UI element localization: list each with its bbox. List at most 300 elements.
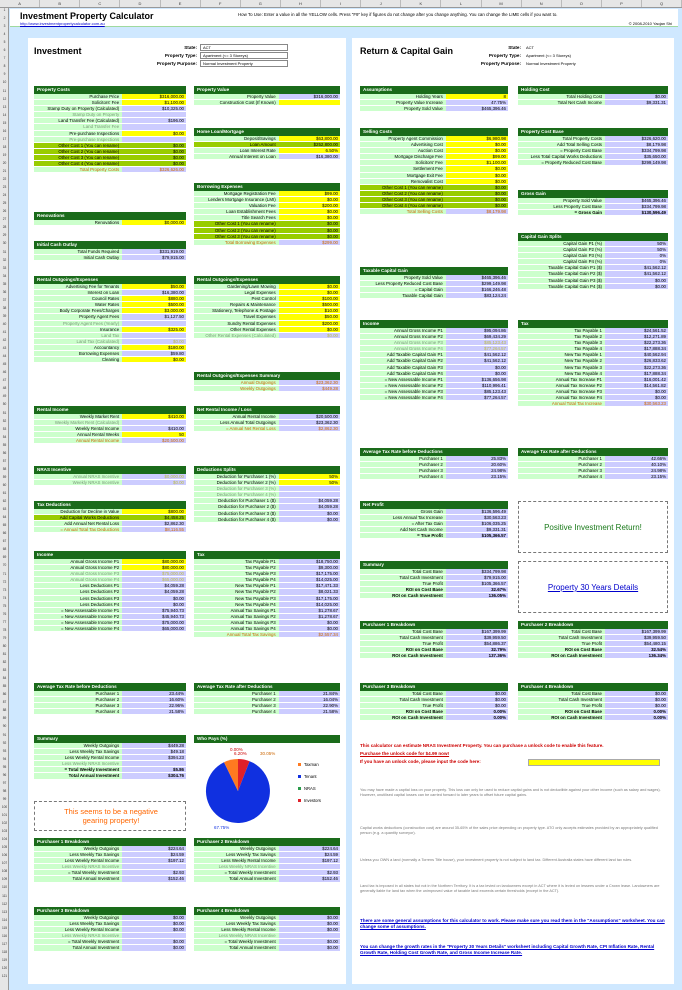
row-header[interactable]: 119 [1, 957, 8, 962]
input-cell[interactable]: $0.00 [279, 228, 340, 233]
value-cell: $18,750.00 [279, 559, 340, 564]
value-cell: $77,264.57 [446, 346, 508, 351]
row-label: Annual Gross Income P1 [34, 559, 122, 564]
column-header[interactable]: I [321, 0, 361, 7]
row-label: Other Cost 4 (You can rename) [360, 203, 446, 208]
input-cell[interactable]: $0.00 [279, 215, 340, 220]
value-cell: $26,833.62 [605, 358, 668, 363]
input-cell[interactable]: $410.00 [122, 414, 186, 419]
row-header[interactable]: 74 [2, 595, 7, 600]
row-header[interactable]: 38 [2, 305, 7, 310]
row-label: Total Cash Investment [360, 575, 446, 580]
row-header[interactable]: 31 [2, 249, 7, 254]
input-cell[interactable]: $500.00 [279, 302, 340, 307]
row-header[interactable]: 67 [2, 539, 7, 544]
input-cell[interactable] [279, 100, 340, 105]
row-header[interactable]: 96 [2, 772, 7, 777]
row-label: = New Assessable Income P4 [34, 626, 122, 631]
value-cell: $0.00 [446, 703, 508, 708]
input-cell[interactable]: $0.00 [122, 131, 186, 136]
row-header[interactable]: 111 [2, 893, 7, 898]
input-cell[interactable]: $0.00 [279, 197, 340, 202]
row-header[interactable]: 105 [1, 845, 8, 850]
row-header[interactable]: 60 [2, 482, 7, 487]
input-cell[interactable]: $1,100.00 [122, 100, 186, 105]
row-header[interactable]: 76 [2, 611, 7, 616]
row-label: = After Tax Gain [360, 521, 446, 526]
row-label: ROI on Cash Investment [360, 593, 446, 598]
row-header[interactable]: 37 [2, 297, 7, 302]
row-header[interactable]: 113 [1, 909, 8, 914]
pie-label-top2: 6.20% [234, 751, 247, 756]
row-label: Other Cost 2 (You can rename) [34, 149, 122, 154]
row-label: Construction Cost (If Known) [194, 100, 279, 105]
row-header[interactable]: 66 [2, 531, 7, 536]
input-cell[interactable]: $0.00 [446, 185, 508, 190]
row-header[interactable]: 34 [2, 273, 7, 278]
row-label: Total Cost Base [518, 691, 605, 696]
column-header[interactable]: L [441, 0, 481, 7]
row-header[interactable]: 99 [2, 796, 7, 801]
column-headers [0, 0, 682, 8]
row-header[interactable]: 29 [2, 233, 7, 238]
row-header[interactable]: 104 [1, 837, 8, 842]
row-label: Less Weekly Tax Savings [34, 749, 122, 754]
row-header[interactable]: 48 [2, 386, 7, 391]
p3-r-section [360, 683, 508, 721]
property-type-select[interactable]: Apartment (<= 3 Storeys) [200, 52, 288, 59]
value-cell: $0.00 [605, 278, 668, 283]
row-header[interactable]: 27 [2, 217, 7, 222]
input-cell[interactable]: 50 [122, 432, 186, 437]
row-header[interactable]: 2 [3, 16, 6, 21]
row-header[interactable]: 91 [2, 732, 7, 737]
row-header[interactable]: 1 [3, 8, 6, 12]
row-header[interactable]: 70 [2, 563, 7, 568]
nras-purchase-link[interactable]: Purchase the unlock code for $4.99 now! [360, 751, 450, 756]
row-header[interactable]: 52 [2, 418, 7, 423]
value-cell: $0.00 [446, 365, 508, 370]
row-header[interactable]: 30 [2, 241, 7, 246]
tax-left-title: Tax [194, 551, 340, 559]
input-cell[interactable]: $325.00 [122, 327, 186, 332]
input-cell[interactable]: $0.00 [279, 234, 340, 239]
column-header[interactable]: F [201, 0, 241, 7]
input-cell[interactable]: $1,100.00 [446, 160, 508, 165]
column-header[interactable]: E [161, 0, 201, 7]
row-header[interactable]: 13 [2, 104, 7, 109]
row-header[interactable]: 43 [2, 346, 7, 351]
input-cell[interactable]: $0.00 [122, 149, 186, 154]
row-header[interactable]: 97 [2, 780, 7, 785]
row-header[interactable]: 90 [2, 724, 7, 729]
row-header[interactable]: 87 [2, 700, 7, 705]
row-label: Taxable Capital Gain P1 ($) [518, 265, 605, 270]
row-header[interactable]: 102 [1, 821, 8, 826]
value-cell: $65,000.00 [122, 577, 186, 582]
data-row [360, 474, 508, 480]
input-cell[interactable]: $316,000.00 [122, 94, 186, 99]
value-cell: $106,035.25 [446, 521, 508, 526]
row-header[interactable]: 12 [2, 96, 7, 101]
input-cell[interactable]: $0.00 [279, 221, 340, 226]
row-header[interactable]: 51 [2, 410, 7, 415]
input-cell[interactable]: $63,800.00 [279, 136, 340, 141]
row-header[interactable]: 10 [2, 80, 7, 85]
row-header[interactable]: 103 [1, 829, 8, 834]
column-header[interactable]: H [281, 0, 321, 7]
row-header[interactable]: 100 [1, 804, 8, 809]
row-header[interactable]: 45 [2, 362, 7, 367]
row-header[interactable]: 86 [2, 692, 7, 697]
row-header[interactable]: 64 [2, 515, 7, 520]
row-header[interactable]: 65 [2, 523, 7, 528]
row-header[interactable]: 5 [3, 40, 6, 45]
row-header[interactable]: 71 [2, 571, 7, 576]
row-header[interactable]: 49 [2, 394, 7, 399]
column-header[interactable]: M [482, 0, 522, 7]
row-header[interactable]: 18 [2, 144, 7, 149]
row-header[interactable]: 50 [2, 402, 7, 407]
row-header[interactable]: 6 [3, 48, 6, 53]
value-cell: $10,325.00 [122, 106, 186, 111]
input-cell[interactable]: 8 [446, 94, 508, 99]
row-header[interactable]: 108 [1, 869, 8, 874]
row-header[interactable]: 82 [2, 660, 7, 665]
value-cell: $0.00 [605, 691, 668, 696]
row-header[interactable]: 84 [2, 676, 7, 681]
input-cell[interactable]: $200.00 [279, 321, 340, 326]
column-header[interactable]: A [0, 0, 40, 7]
input-cell[interactable]: $252,800.00 [279, 142, 340, 147]
row-header[interactable]: 83 [2, 668, 7, 673]
input-cell[interactable]: $0.00 [446, 173, 508, 178]
row-header[interactable]: 24 [2, 193, 7, 198]
row-header[interactable]: 95 [2, 764, 7, 769]
row-header[interactable]: 69 [2, 555, 7, 560]
row-header[interactable]: 63 [2, 507, 7, 512]
input-cell[interactable]: $0.00 [279, 284, 340, 289]
row-header[interactable]: 44 [2, 354, 7, 359]
unlock-code-input[interactable] [528, 759, 660, 766]
value-cell: $8,021.33 [279, 589, 340, 594]
row-header[interactable]: 26 [2, 209, 7, 214]
row-header[interactable]: 98 [2, 788, 7, 793]
column-header[interactable]: J [361, 0, 401, 7]
value-cell: 16.60% [122, 697, 186, 702]
row-header[interactable]: 93 [2, 748, 7, 753]
website-link[interactable]: http://www.investmentpropertycalculator.com.au [20, 21, 105, 26]
row-header[interactable]: 20 [2, 160, 7, 165]
row-header[interactable]: 59 [2, 474, 7, 479]
column-header[interactable]: C [80, 0, 120, 7]
avg-tax-before-left-section [34, 683, 186, 715]
row-header[interactable]: 120 [1, 965, 8, 970]
row-header[interactable]: 25 [2, 201, 7, 206]
row-label: Weekly Outgoings [194, 915, 279, 920]
row-header[interactable]: 121 [1, 974, 8, 978]
row-label: Other Cost 2 (You can rename) [360, 191, 446, 196]
input-cell[interactable]: $0,000.00 [122, 220, 186, 225]
row-header[interactable]: 7 [3, 56, 6, 61]
data-row [34, 255, 186, 261]
input-cell[interactable]: $0.00 [279, 290, 340, 295]
row-header[interactable]: 39 [2, 313, 7, 318]
row-header[interactable]: 23 [2, 185, 7, 190]
row-header[interactable]: 116 [1, 933, 8, 938]
row-label: Total Net Cash Income [518, 100, 605, 105]
input-cell[interactable]: 6.50% [279, 148, 340, 153]
return-purpose-value: Normal Investment Property [526, 61, 576, 66]
row-header[interactable]: 81 [2, 652, 7, 656]
value-cell: $1,278.67 [279, 608, 340, 613]
avg-tax-after-left-title: Average Tax Rate after Deductions [194, 683, 340, 691]
input-cell[interactable]: $80,000.00 [122, 565, 186, 570]
row-label: Capital Gain P2 (%) [518, 247, 605, 252]
value-cell: $79,915.00 [446, 575, 508, 580]
property-purpose-select[interactable]: Normal Investment Property [200, 60, 288, 67]
row-label: Purchaser 1 [518, 456, 605, 461]
legend-swatch-tenant [298, 775, 301, 778]
input-cell[interactable]: $0.00 [446, 166, 508, 171]
row-label: Sundry Rental Expenses [194, 321, 279, 326]
row-header[interactable]: 47 [2, 378, 7, 383]
row-label: Cleaning [34, 357, 122, 362]
row-header[interactable]: 55 [2, 442, 7, 447]
input-cell[interactable]: $800.00 [122, 509, 186, 514]
column-header[interactable]: D [120, 0, 160, 7]
row-header[interactable]: 15 [2, 120, 7, 125]
value-cell: $17,888.34 [605, 371, 668, 376]
row-header[interactable]: 79 [2, 635, 7, 640]
value-cell: $152.46 [122, 876, 186, 881]
row-header[interactable]: 57 [2, 458, 7, 463]
row-header[interactable]: 118 [1, 949, 8, 954]
row-header[interactable]: 80 [2, 643, 7, 648]
column-header[interactable]: O [562, 0, 602, 7]
row-label: = New Assessable Income P3 [34, 620, 122, 625]
input-cell[interactable]: 50% [279, 474, 340, 479]
input-cell[interactable]: $3,000.00 [122, 308, 186, 313]
column-header[interactable]: G [241, 0, 281, 7]
data-row [518, 401, 668, 407]
input-cell[interactable]: $50.00 [279, 314, 340, 319]
row-header[interactable]: 9 [3, 72, 6, 77]
value-cell: 0.00% [446, 709, 508, 714]
row-header[interactable]: 4 [3, 32, 6, 37]
value-cell: $0.00 [279, 927, 340, 932]
row-label: Total Annual Investment [34, 876, 122, 881]
value-cell: $5.86 [122, 767, 186, 772]
input-cell[interactable]: $200.00 [279, 203, 340, 208]
data-row [34, 626, 186, 632]
value-cell: $0.00 [605, 395, 668, 400]
column-header[interactable]: P [602, 0, 642, 7]
row-label: Annual Gross Income P3 [360, 340, 446, 345]
row-header[interactable]: 16 [2, 128, 7, 133]
row-header[interactable]: 68 [2, 547, 7, 552]
column-header[interactable]: K [401, 0, 441, 7]
input-cell[interactable]: $4,458.25 [122, 515, 186, 520]
row-header[interactable]: 46 [2, 370, 7, 375]
value-cell: $41,562.12 [446, 358, 508, 363]
legend-investors: Investors [304, 798, 321, 803]
row-label: Less Weekly NRAS Incentive [34, 864, 122, 869]
row-header[interactable]: 114 [1, 917, 8, 922]
row-header[interactable]: 89 [2, 716, 7, 721]
input-cell[interactable]: $180.00 [122, 345, 186, 350]
income-section [34, 551, 186, 632]
row-header[interactable]: 115 [1, 925, 8, 930]
how-to-text: How To Use: Enter a value in all the YELLOW cells. Press "F9" key if figures do not change after you change anything. You can change the LIME cells if you want to. [238, 12, 558, 17]
row-label: Annual Rental Weeks [34, 432, 122, 437]
input-cell[interactable]: $50.00 [122, 284, 186, 289]
row-header[interactable]: 19 [2, 152, 7, 157]
row-header[interactable]: 106 [1, 853, 8, 858]
row-header[interactable]: 42 [2, 338, 7, 343]
row-header[interactable]: 3 [3, 24, 6, 29]
input-cell[interactable]: $0.00 [446, 197, 508, 202]
row-header[interactable]: 14 [2, 112, 7, 117]
row-header[interactable]: 17 [2, 136, 7, 141]
input-cell[interactable]: $0.00 [446, 148, 508, 153]
value-cell: $0.00 [122, 602, 186, 607]
row-label: Accountancy [34, 345, 122, 350]
row-label: Annual Gross Income P1 [360, 328, 446, 333]
row-label: Less Weekly Rental Income [194, 858, 279, 863]
input-cell[interactable]: $6,980.98 [446, 136, 508, 141]
row-header[interactable]: 77 [2, 619, 7, 624]
input-cell[interactable]: $10.00 [279, 308, 340, 313]
row-header[interactable]: 58 [2, 466, 7, 471]
row-header[interactable]: 117 [1, 941, 8, 946]
row-header[interactable]: 41 [2, 330, 7, 334]
input-cell[interactable]: $0.00 [122, 357, 186, 362]
row-header[interactable]: 54 [2, 434, 7, 439]
row-label: Deduction for Purchaser 2 ($) [194, 504, 279, 509]
row-header[interactable]: 11 [2, 88, 7, 93]
value-cell: 0.00% [605, 715, 668, 720]
input-cell[interactable]: 50% [279, 480, 340, 485]
input-cell[interactable]: $0.00 [279, 209, 340, 214]
state-select[interactable]: ACT [200, 44, 288, 51]
row-header[interactable]: 33 [2, 265, 7, 270]
row-header[interactable]: 61 [2, 491, 7, 495]
value-cell: 0.00% [446, 715, 508, 720]
row-header[interactable]: 22 [2, 177, 7, 182]
row-header[interactable]: 40 [2, 321, 7, 326]
row-header[interactable]: 112 [1, 901, 8, 906]
input-cell[interactable]: $0.00 [446, 203, 508, 208]
input-cell[interactable]: $99.00 [446, 154, 508, 159]
row-header[interactable]: 36 [2, 289, 7, 294]
row-label: New Tax Payable P3 [194, 596, 279, 601]
nras-section [34, 466, 186, 486]
row-label: Annual Tax Increase P3 [518, 389, 605, 394]
value-cell: $197.12 [122, 858, 186, 863]
input-cell[interactable]: $99.00 [279, 191, 340, 196]
row-header[interactable]: 92 [2, 740, 7, 745]
column-header[interactable]: B [40, 0, 80, 7]
row-header[interactable]: 28 [2, 225, 7, 230]
input-cell[interactable]: $0.00 [446, 179, 508, 184]
data-row [360, 715, 508, 721]
summary-r-title: Summary [360, 561, 508, 569]
input-cell[interactable]: $0.00 [122, 161, 186, 166]
input-cell[interactable]: $0.00 [279, 327, 340, 332]
value-cell [122, 333, 186, 338]
input-cell[interactable]: $880.00 [122, 296, 186, 301]
data-row [34, 167, 186, 173]
row-label: Annual Gross Income P4 [34, 577, 122, 582]
row-label: Less Weekly NRAS Incentive [194, 864, 279, 869]
row-label: Annual Rental Income [34, 438, 122, 443]
input-cell[interactable]: $100.00 [279, 296, 340, 301]
column-header[interactable]: N [522, 0, 562, 7]
input-cell[interactable]: $500.00 [122, 302, 186, 307]
row-header[interactable]: 32 [2, 257, 7, 262]
note-capital-works: Capital works deductions (construction cost) are around 35-65% of the sales price depending on property type. ATO only accepts estimates provided by an appropriately qualified person (e.g. a quantity surveyor). [360, 826, 658, 835]
row-header[interactable]: 75 [2, 603, 7, 608]
row-label: Deduction for Purchaser 4 (%) [194, 492, 279, 497]
input-cell[interactable]: $0.00 [446, 191, 508, 196]
value-cell: $167,399.99 [605, 629, 668, 634]
row-label: Deduction for Purchaser 2 (%) [194, 480, 279, 485]
value-cell: 32.79% [446, 647, 508, 652]
row-header[interactable]: 101 [1, 813, 8, 817]
row-header[interactable]: 85 [2, 684, 7, 689]
column-header[interactable]: Q [642, 0, 682, 7]
input-cell[interactable]: $0.00 [122, 143, 186, 148]
return-type-label: Property Type: [488, 53, 521, 58]
value-cell: $24,561.52 [605, 328, 668, 333]
value-cell: $49.18 [122, 749, 186, 754]
row-header[interactable]: 53 [2, 426, 7, 431]
row-header[interactable]: 56 [2, 450, 7, 455]
row-header[interactable]: 8 [3, 64, 6, 69]
row-header[interactable]: 109 [1, 877, 8, 882]
assumptions-link[interactable]: There are some general assumptions for this calculator to work. Please make sure you read them in the "Assumptions" worksheet. You can change some of assumptions. [360, 918, 665, 929]
row-label: Total Cash Investment [518, 697, 605, 702]
value-cell: $4,059.28 [122, 583, 186, 588]
growth-rates-link[interactable]: You can change the growth rates in the "Property 30 Years Details" worksheet including Capital Growth Rate, CPI Inflation Rate, Rental Growth Rate, Holding Cost Growth Rate, and Gross Income Increase Rate. [360, 944, 655, 955]
value-cell: $449.28 [122, 743, 186, 748]
row-label: Total Cash Investment [360, 635, 446, 640]
input-cell[interactable]: $0.00 [122, 155, 186, 160]
row-header[interactable]: 110 [1, 885, 8, 890]
row-label: ROI on Cash Investment [518, 653, 605, 658]
row-header[interactable]: 88 [2, 708, 7, 713]
row-header[interactable]: 21 [2, 169, 7, 173]
row-header[interactable]: 94 [2, 756, 7, 761]
input-cell[interactable]: $0.00 [446, 142, 508, 147]
row-label: Weekly Outgoings [194, 386, 279, 391]
row-label: = New Assessable Income P4 [360, 395, 446, 400]
row-header[interactable]: 72 [2, 579, 7, 584]
row-header[interactable]: 35 [2, 281, 7, 286]
row-header[interactable]: 73 [2, 587, 7, 592]
row-header[interactable]: 107 [1, 861, 8, 866]
row-label: Total Funds Required [34, 249, 122, 254]
property-30-years-link[interactable]: Property 30 Years Details [547, 583, 639, 592]
input-cell[interactable]: $80,000.00 [122, 559, 186, 564]
row-label: Other Cost 1 (You can rename) [194, 221, 279, 226]
row-header[interactable]: 62 [2, 499, 7, 504]
row-label: Auction Cost [360, 148, 446, 153]
value-cell: $16,380.00 [279, 154, 340, 159]
value-cell: $30,563.23 [605, 401, 668, 406]
row-header[interactable]: 78 [2, 627, 7, 632]
